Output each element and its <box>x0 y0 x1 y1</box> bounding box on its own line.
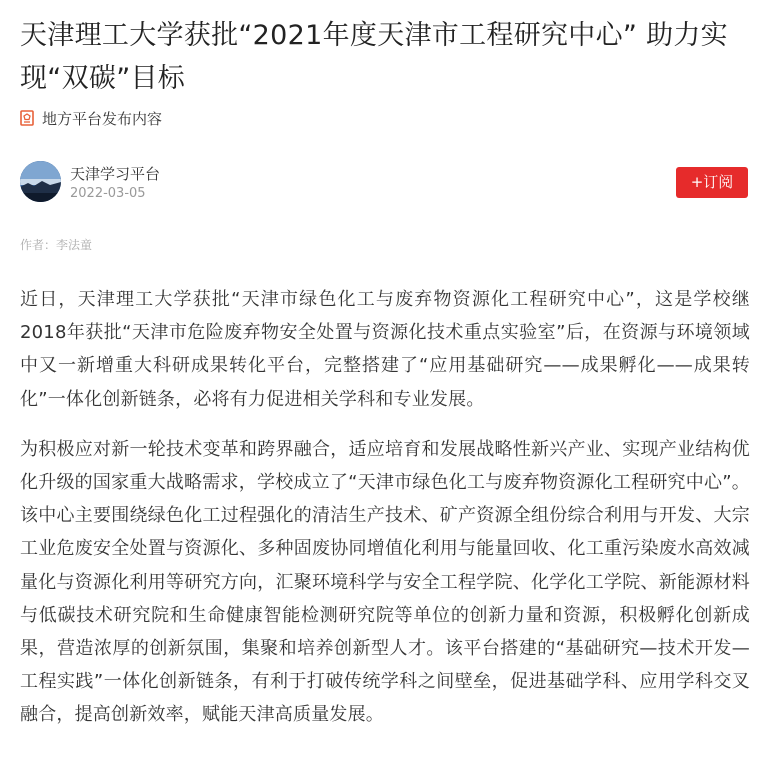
author-row <box>20 161 748 205</box>
avatar[interactable] <box>20 161 61 202</box>
article-body <box>20 283 750 749</box>
article-paragraph: 近日，天津理工大学获批“天津市绿色化工与废弃物资源化工程研究中心”，这是学校继2018年获批“天津市危险废弃物安全处置与资源化技术重点实验室”后，在资源与环境领域中又一新增重大科研成果转化平台，完整搭建了“应用基础研究——成果孵化——成果转化”一体化创新链条，必将有力促进相关学科和专业发展。 <box>20 289 750 410</box>
article-title: 天津理工大学获批“2021年度天津市工程研究中心” 助力实现“双碳”目标 <box>20 20 728 94</box>
subscribe-button[interactable]: +订阅 <box>676 167 748 198</box>
author-byline: 作者：李法童 <box>20 238 93 252</box>
publish-date: 2022-03-05 <box>70 186 146 201</box>
source-tag <box>20 107 162 129</box>
article-paragraph: 为积极应对新一轮技术变革和跨界融合，适应培育和发展战略性新兴产业、实现产业结构优化升级的国家重大战略需求，学校成立了“天津市绿色化工与废弃物资源化工程研究中心”。该中心主要围绕绿色化工过程强化的清洁生产技术、矿产资源全组份综合利用与开发、大宗工业危废安全处置与资源化、多种固废协同增值化利用与能量回收、化工重污染废水高效减量化与资源化利用等研究方向，汇聚环境科学与安全工程学院、化学化工学院、新能源材料与低碳技术研究院和生命健康智能检测研究院等单位的创新力量和资源，积极孵化创新成果，营造浓厚的创新氛围，集聚和培养创新型人才。该平台搭建的“基础研究—技术开发—工程实践”一体化创新链条，有利于打破传统学科之间壁垒，促进基础学科、应用学科交叉融合，提高创新效率，赋能天津高质量发展。 <box>20 438 750 726</box>
source-label: 地方平台发布内容 <box>42 109 163 128</box>
badge-icon <box>20 110 34 126</box>
author-name[interactable]: 天津学习平台 <box>70 165 161 183</box>
